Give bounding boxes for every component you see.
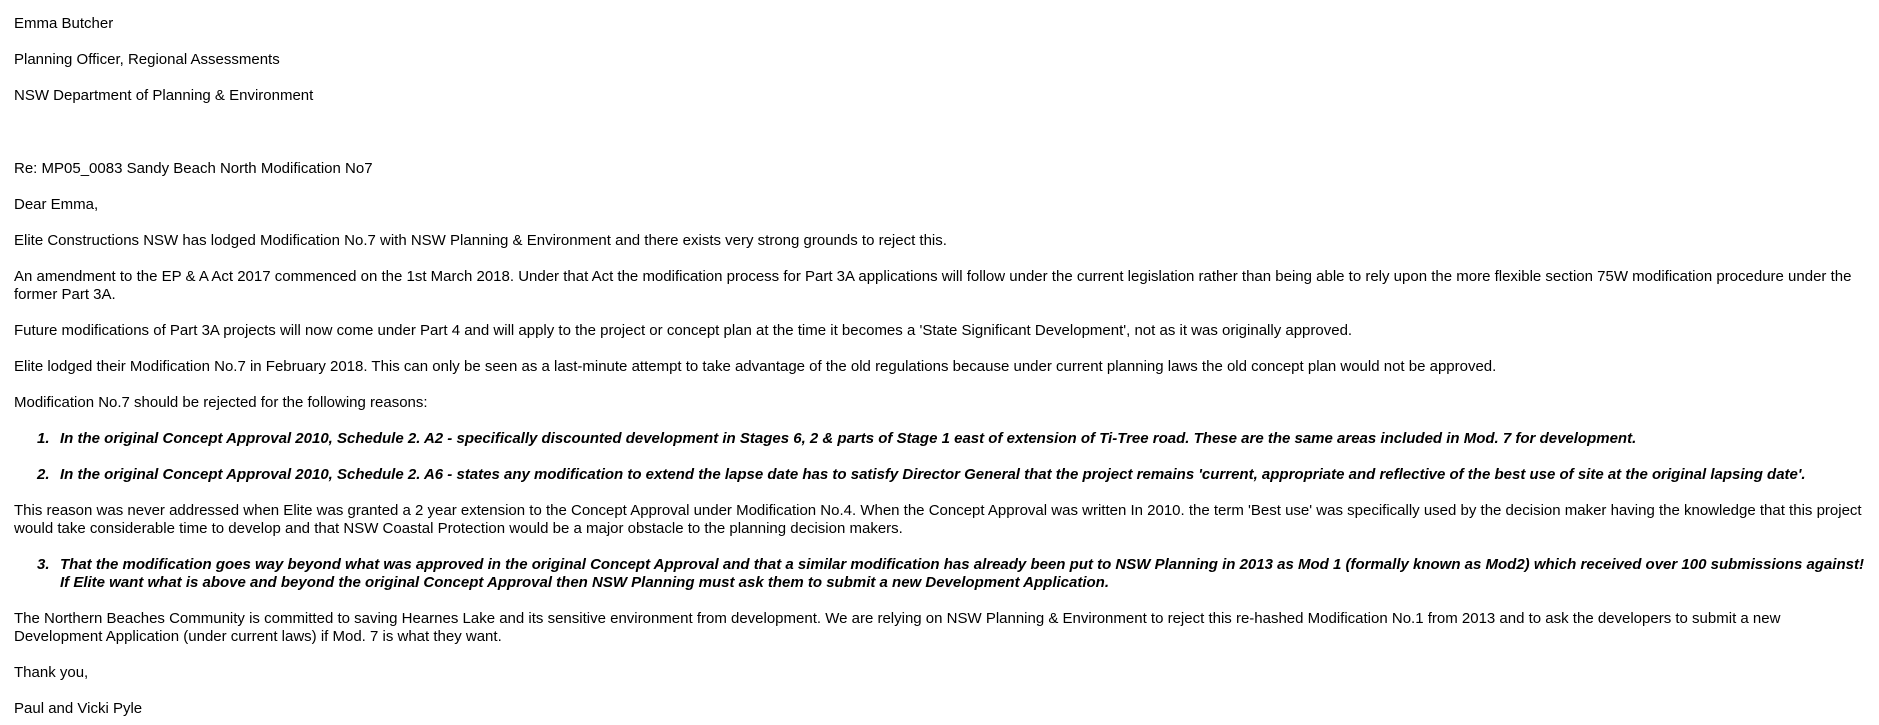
paragraph-2: An amendment to the EP & A Act 2017 commenced on the 1st March 2018. Under that Act the modification process for Part 3A applications will follow under the current legislation rather than being able to rely upon the more flexible section 75W modification procedure under the former Part 3A. — [14, 268, 1852, 303]
paragraph-3: Future modifications of Part 3A projects will now come under Part 4 and will apply to the project or concept plan at the time it becomes a 'State Significant Development', not as it was originally approved. — [14, 322, 1353, 339]
recipient-name: Emma Butcher — [14, 15, 114, 32]
paragraph-5: Modification No.7 should be rejected for the following reasons: — [14, 394, 428, 411]
reasons-list-b — [14, 466, 1865, 484]
paragraph-6: This reason was never addressed when Elite was granted a 2 year extension to the Concept Approval under Modification No.4. When the Concept Approval was written In 2010. the term 'Best use' was specifically used by the decision maker having the knowledge that this project would take considerable time to develop and that NSW Coastal Protection would be a major obstacle to the planning decision makers. — [14, 502, 1862, 537]
spacer — [14, 123, 1865, 160]
letter-signature: Paul and Vicki Pyle — [14, 700, 143, 717]
reason-number-2: 2. — [37, 466, 50, 483]
reason-text-1: In the original Concept Approval 2010, Schedule 2. A2 - specifically discounted development in Stages 6, 2 & parts of Stage 1 east of extension of Ti-Tree road. These are the same areas included in Mod. 7 for development. — [60, 430, 1637, 447]
paragraph-7: The Northern Beaches Community is committed to saving Hearnes Lake and its sensitive environment from development. We are relying on NSW Planning & Environment to reject this re-hashed Modification No.1 from 2013 and to ask the developers to submit a new Development Application (under current laws) if Mod. 7 is what they want. — [14, 610, 1781, 645]
reason-item-2 — [37, 466, 1865, 484]
letter-closing: Thank you, — [14, 664, 89, 681]
reason-text-2: In the original Concept Approval 2010, Schedule 2. A6 - states any modification to extend the lapse date has to satisfy Director General that the project remains 'current, appropriate and reflective of the best use of site at the original lapsing date'. — [60, 466, 1806, 483]
recipient-department: NSW Department of Planning & Environment — [14, 87, 314, 104]
letter-salutation: Dear Emma, — [14, 196, 99, 213]
paragraph-4: Elite lodged their Modification No.7 in February 2018. This can only be seen as a last-minute attempt to take advantage of the old regulations because under current planning laws the old concept plan would not be approved. — [14, 358, 1497, 375]
reasons-list-c — [14, 556, 1865, 592]
reasons-list-a — [14, 430, 1865, 448]
reason-item-1 — [37, 430, 1865, 448]
reason-number-1: 1. — [37, 430, 50, 447]
reason-text-3: That the modification goes way beyond what was approved in the original Concept Approval and that a similar modification has already been put to NSW Planning in 2013 as Mod 1 (formally known as Mod2) which received over 100 submissions against! If Elite want what is above and beyond the original Concept Approval then NSW Planning must ask them to submit a new Development Application. — [60, 556, 1864, 591]
reason-number-3: 3. — [37, 556, 50, 573]
letter-subject: Re: MP05_0083 Sandy Beach North Modification No7 — [14, 160, 373, 177]
reason-item-3 — [37, 556, 1865, 592]
recipient-position: Planning Officer, Regional Assessments — [14, 51, 280, 68]
paragraph-1: Elite Constructions NSW has lodged Modification No.7 with NSW Planning & Environment and there exists very strong grounds to reject this. — [14, 232, 947, 249]
